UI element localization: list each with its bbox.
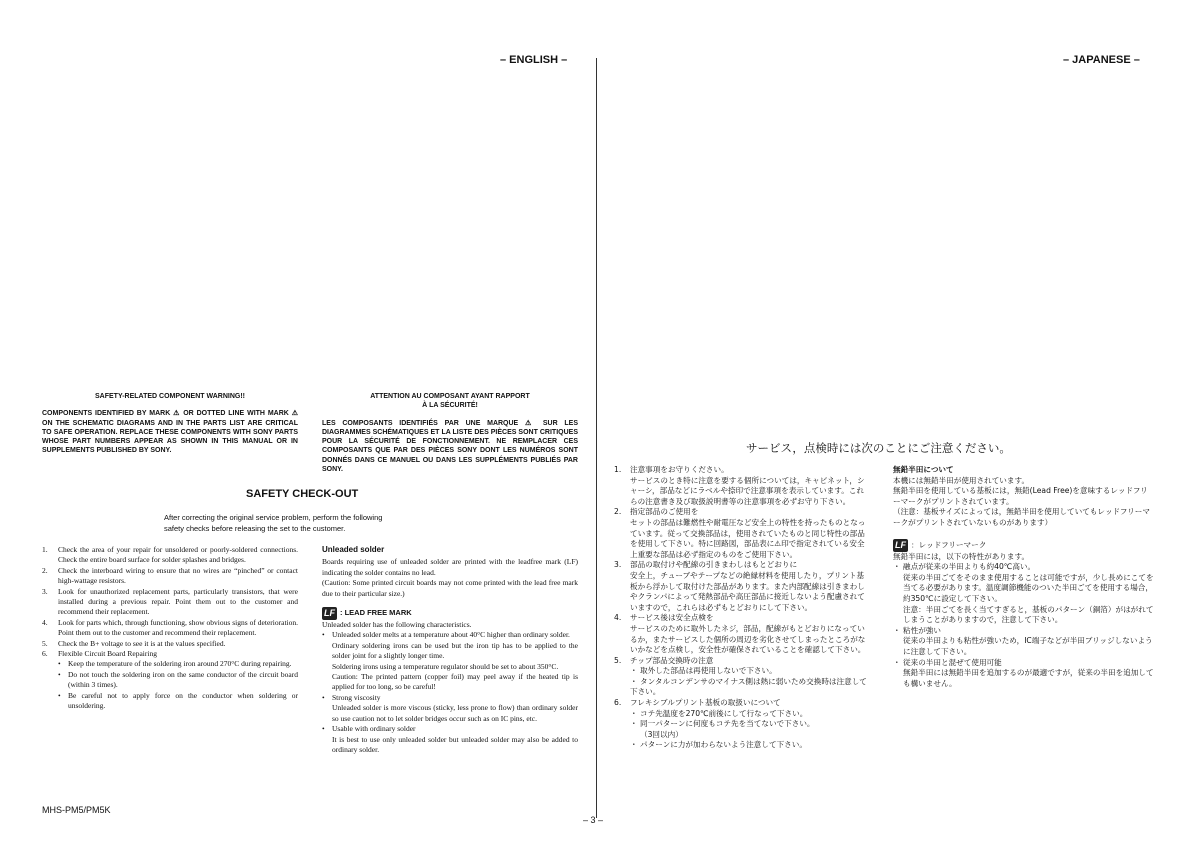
unleaded-title: Unleaded solder bbox=[322, 545, 385, 554]
list-item: 4. Look for parts which, through functioning, show obvious signs of deterioration. Point them out to the customer and recommend their replacement. bbox=[42, 617, 298, 638]
list-item: 4. サービス後は安全点検を サービスのために取外したネジ，部品，配線がもとどおりになっているか，またサービスした個所の周辺を劣化させてしまったところがないかなどを点検し，安全性が確保されていることを確認して下さい。 bbox=[614, 613, 866, 655]
list-item: 6. フレキシブルプリント基板の取扱いについて ・ コテ先温度を270℃前後にして行なって下さい。 ・ 同一パターンに何度もコテ先を当てないで下さい。 （3回以内） ・ パターンに力が加わらないよう注意して下さい。 bbox=[614, 698, 815, 750]
jp-lead-free-title: 無鉛半田について bbox=[893, 465, 954, 474]
jp-notes-list bbox=[614, 465, 870, 751]
jp-lead-free-mark-label: ：レッドフリーマーク bbox=[911, 540, 987, 550]
lead-free-mark-title: : LEAD FREE MARK bbox=[340, 608, 412, 618]
list-item: • Keep the temperature of the soldering iron around 270°C during repairing. bbox=[58, 659, 298, 669]
model-number: MHS-PM5/PM5K bbox=[42, 805, 111, 815]
english-checklist bbox=[42, 545, 298, 712]
lead-free-mark-icon: LF bbox=[895, 539, 906, 550]
checkout-title: SAFETY CHECK-OUT bbox=[246, 488, 359, 500]
jp-lead-free-p4: 無鉛半田には，以下の特性があります。 bbox=[893, 551, 1030, 561]
checkout-intro bbox=[164, 513, 382, 534]
list-item: 2. Check the interboard wiring to ensure that no wires are “pinched” or contact high-wattage resistors. bbox=[42, 565, 298, 586]
warning-en-body: COMPONENTS IDENTIFIED BY MARK ⚠ OR DOTTED LINE WITH MARK ⚠ ON THE SCHEMATIC DIAGRAMS AND IN THE PARTS LIST ARE CRITICAL TO SAFE OPERATION. REPLACE THESE COMPONENTS WITH SONY PARTS WHOSE PART NUMBERS APPEAR AS SHOWN IN THIS MANUAL OR IN SUPPLEMENTS PUBLISHED BY SONY. bbox=[42, 410, 298, 455]
list-item: 1. Check the area of your repair for unsoldered or poorly-soldered connections. Check the entire board surface for solder splashes and bridges. bbox=[42, 545, 298, 565]
warning-en-title: SAFETY-RELATED COMPONENT WARNING!! bbox=[95, 393, 245, 400]
jp-lead-free-section: 無鉛半田について 本機には無鉛半田が使用されています。 無鉛半田を使用している基板には，無鉛(Lead Free)を意味するレッドフリーマークがプリントされています。 （注意：基板サイズによっては，無鉛半田を使用していてもレッドフリーマークがプリントされていないものがあります） LF ：レッドフリーマーク 無鉛半田には，以下の特性があります。 ・ 融点が従来の半田よりも約40℃高い。 従来の半田ごてをそのまま使用することは可能ですが，少し長めにこてを当てる必要があります。温度調節機能のついた半田ごてを使用する場合，約350℃に設定して下さい。 注意：半田ごてを長く当てすぎると，基板のパターン（銅箔）がはがれてしまうことがありますので，注意して下さい。 ・ 粘性が強い 従来の半田よりも粘性が強いため，IC端子などが半田ブリッジしないように注意して下さい。 ・ 従来の半田と混ぜて使用可能 無鉛半田には無鉛半田を追加するのが最適ですが，従来の半田を追加しても構いません。 bbox=[893, 465, 1154, 688]
checkout-intro-line1: After correcting the original service problem, perform the following bbox=[164, 513, 383, 522]
jp-lead-free-mark-row bbox=[893, 539, 1155, 552]
list-item: • Do not touch the soldering iron on the same conductor of the circuit board (within 3 times). bbox=[58, 670, 298, 691]
unleaded-intro: Unleaded solder has the following characteristics. bbox=[322, 620, 472, 630]
warning-fr-title: ATTENTION AU COMPOSANT AYANT RAPPORT bbox=[370, 393, 530, 400]
list-item: 2. 指定部品のご使用を セットの部品は難燃性や耐電圧など安全上の特性を持ったものとなっています。従って交換部品は，使用されていたものと同じ特性の部品を使用して下さい。特に回路図，部品表に⚠印で指定されている安全上重要な部品は必ず指定のものをご使用下さい。 bbox=[614, 507, 866, 559]
list-item: ・ 従来の半田と混ぜて使用可能 bbox=[893, 657, 1002, 667]
list-item: 3. 部品の取付けや配線の引きまわしはもとどおりに 安全上，チューブやテープなどの絶縁材料を使用したり，プリント基板から浮かして取付けた部品があります。また内部配線は引きまわしやクランパによって発熱部品や高圧部品に接近しないよう配慮されていますので，これらは必ずもとどおりにして下さい。 bbox=[614, 560, 865, 612]
list-item: • Unleaded solder melts at a temperature about 40°C higher than ordinary solder. Ordinary soldering irons can be used but the iron tip has to be applied to the solder joint for a slightly longer time. Soldering irons using a temperature regulator should be set to about 350°C. Caution: The printed pattern (copper foil) may peel away if the heated tip is applied for too long, so be careful! bbox=[322, 630, 578, 692]
jp-lead-free-p2: 無鉛半田を使用している基板には，無鉛(Lead Free)を意味するレッドフリーマークがプリントされています。 bbox=[893, 486, 1148, 506]
unleaded-solder-section bbox=[322, 545, 578, 755]
jp-lead-free-p3: （注意：基板サイズによっては，無鉛半田を使用していてもレッドフリーマークがプリントされていないものがあります） bbox=[893, 507, 1150, 527]
list-item: 5. Check the B+ voltage to see it is at the values specified. bbox=[42, 638, 226, 648]
list-item: 1. 注意事項をお守りください。 サービスのとき特に注意を要する個所については，キャビネット，シャーシ，部品などにラベルや捺印で注意事項を表示しています。これらの注意書き及び取扱説明書等の注意事項を必ずお守り下さい。 bbox=[614, 465, 865, 506]
lead-free-mark-icon: LF bbox=[324, 608, 335, 619]
list-item: 5. チップ部品交換時の注意 ・ 取外した部品は再使用しないで下さい。 ・ タンタルコンデンサのマイナス側は熱に弱いため交換時は注意して下さい。 bbox=[614, 655, 867, 697]
japanese-header: – JAPANESE – bbox=[1063, 54, 1140, 66]
page-divider bbox=[596, 58, 597, 818]
list-item: 3. Look for unauthorized replacement parts, particularly transistors, that were installed during a previous repair. Point them out to the customer and recommend their replacement. bbox=[42, 586, 298, 617]
list-item: • Usable with ordinary solder It is best to use only unleaded solder but unleaded solder may also be added to ordinary solder. bbox=[322, 724, 578, 755]
english-header: – ENGLISH – bbox=[500, 54, 568, 66]
list-item: • Be careful not to apply force on the conductor when soldering or unsoldering. bbox=[58, 691, 298, 712]
list-item: 6. Flexible Circuit Board Repairing • Keep the temperature of the soldering iron around 270°C during repairing. • Do not touch the soldering iron on the same conductor of the circuit board (within 3 times). • Be careful not to apply force on the conductor when soldering or unsoldering. bbox=[42, 649, 298, 711]
safety-warning-fr bbox=[322, 392, 578, 474]
list-item: ・ 融点が従来の半田よりも約40℃高い。 bbox=[893, 562, 1036, 572]
safety-warning-en bbox=[42, 392, 298, 456]
lead-free-mark-row bbox=[322, 607, 578, 620]
list-item: • Strong viscosity Unleaded solder is more viscous (sticky, less prone to flow) than ordinary solder so use caution not to let solder bridges occur such as on IC pins, etc. bbox=[322, 693, 578, 724]
checkout-intro-line2: safety checks before releasing the set to the customer. bbox=[164, 523, 346, 533]
unleaded-p2: (Caution: Some printed circuit boards may not come printed with the lead free mark due to their particular size.) bbox=[322, 578, 578, 598]
warning-fr-title2: À LA SÉCURITÉ! bbox=[422, 402, 478, 410]
jp-title: サービス，点検時には次のことにご注意ください。 bbox=[746, 441, 1011, 455]
warning-fr-body: LES COMPOSANTS IDENTIFIÉS PAR UNE MARQUE ⚠ SUR LES DIAGRAMMES SCHÉMATIQUES ET LA LISTE DES PIÈCES SONT CRITIQUES POUR LA SÉCURITÉ DE FONCTIONNEMENT. NE REMPLACER CES COMPOSANTS QUE PAR DES PIÈCES SONY DONT LES NUMÉROS SONT DONNÉS DANS CE MANUEL OU DANS LES SUPPLÉMENTS PUBLIÉS PAR SONY. bbox=[322, 419, 578, 474]
unleaded-p1: Boards requiring use of unleaded solder are printed with the leadfree mark (LF) indicating the solder contains no lead. bbox=[322, 557, 578, 577]
list-item: ・ 粘性が強い bbox=[893, 625, 941, 635]
page-number: – 3 – bbox=[583, 815, 604, 825]
jp-lead-free-p1: 本機には無鉛半田が使用されています。 bbox=[893, 475, 1030, 485]
